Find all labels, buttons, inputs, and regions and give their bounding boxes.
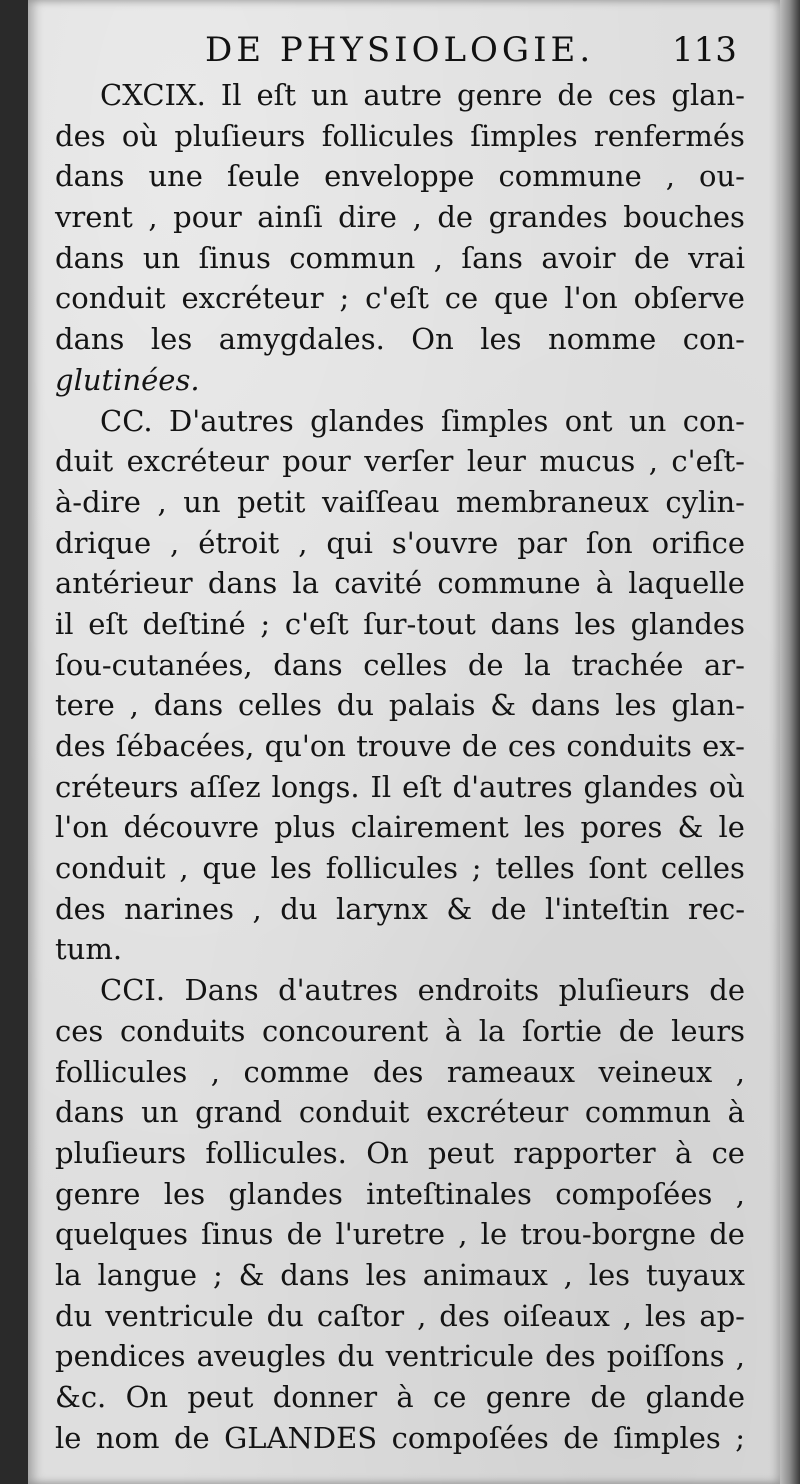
text-line: tum. (55, 932, 123, 967)
text-line: du ventricule du caſtor , des oiſeaux , les ap- (55, 1298, 745, 1333)
text-line: &c. On peut donner à ce genre de glande (55, 1380, 745, 1414)
text-line: dans les amygdales. On les nomme con- (55, 322, 745, 357)
page-number: 113 (672, 30, 737, 70)
running-head: DE PHYSIOLOGIE. (205, 30, 595, 70)
text-line: dans un grand conduit excréteur commun à (55, 1095, 745, 1130)
text-line: follicules , comme des rameaux veineux , (55, 1054, 745, 1089)
text-line: genre les glandes inteſtinales compoſées , (55, 1176, 745, 1211)
text-line: le nom de GLANDES compoſées de ſimples ; (55, 1420, 745, 1455)
text-line: dans une ſeule enveloppe commune , ou- (55, 159, 745, 194)
text-line: CCI. Dans d'autres endroits pluſieurs de (100, 973, 745, 1008)
text-line: l'on découvre plus clairement les pores & le (55, 810, 745, 845)
text-line: la langue ; & dans les animaux , les tuyaux (55, 1257, 745, 1292)
text-line: pendices aveugles du ventricule des poiſſons , (55, 1339, 745, 1374)
page-edge-shadow (780, 0, 800, 1484)
text-line: conduit excréteur ; c'eſt ce que l'on obſerve (55, 281, 745, 316)
text-line: ſou-cutanées, dans celles de la trachée ar- (55, 647, 745, 682)
text-line: des ſébacées, qu'on trouve de ces conduits ex- (55, 729, 745, 763)
text-line: à-dire , un petit vaiſſeau membraneux cylin- (55, 484, 745, 519)
text-line: quelques ſinus de l'uretre , le trou-borgne de (55, 1217, 745, 1252)
text-line: conduit , que les follicules ; telles ſont celles (55, 851, 745, 886)
text-line: des narines , du larynx & de l'inteſtin rec- (55, 891, 745, 926)
text-line: tere , dans celles du palais & dans les glan- (55, 688, 745, 723)
text-line: dans un ſinus commun , ſans avoir de vrai (55, 240, 745, 275)
text-line: CXCIX. Il eſt un autre genre de ces glan- (100, 78, 745, 112)
text-line: antérieur dans la cavité commune à laquelle (55, 566, 745, 601)
text-line: drique , étroit , qui s'ouvre par ſon orifice (55, 525, 745, 560)
text-line: créteurs aſſez longs. Il eſt d'autres glandes où (55, 769, 745, 804)
text-line: CC. D'autres glandes ſimples ont un con- (100, 403, 745, 438)
text-line: ces conduits concourent à la ſortie de leurs (55, 1013, 745, 1048)
text-line: des où pluſieurs follicules ſimples renfermés (55, 118, 745, 153)
text-line: duit excréteur pour verſer leur mucus , c'eſt- (55, 444, 745, 479)
body-text (55, 75, 745, 1458)
text-line: il eſt deſtiné ; c'eſt ſur-tout dans les glandes (55, 606, 745, 641)
text-line: glutinées. (55, 362, 200, 397)
text-line: vrent , pour ainſi dire , de grandes bouches (55, 200, 745, 235)
text-line: pluſieurs follicules. On peut rapporter à ce (55, 1135, 745, 1170)
